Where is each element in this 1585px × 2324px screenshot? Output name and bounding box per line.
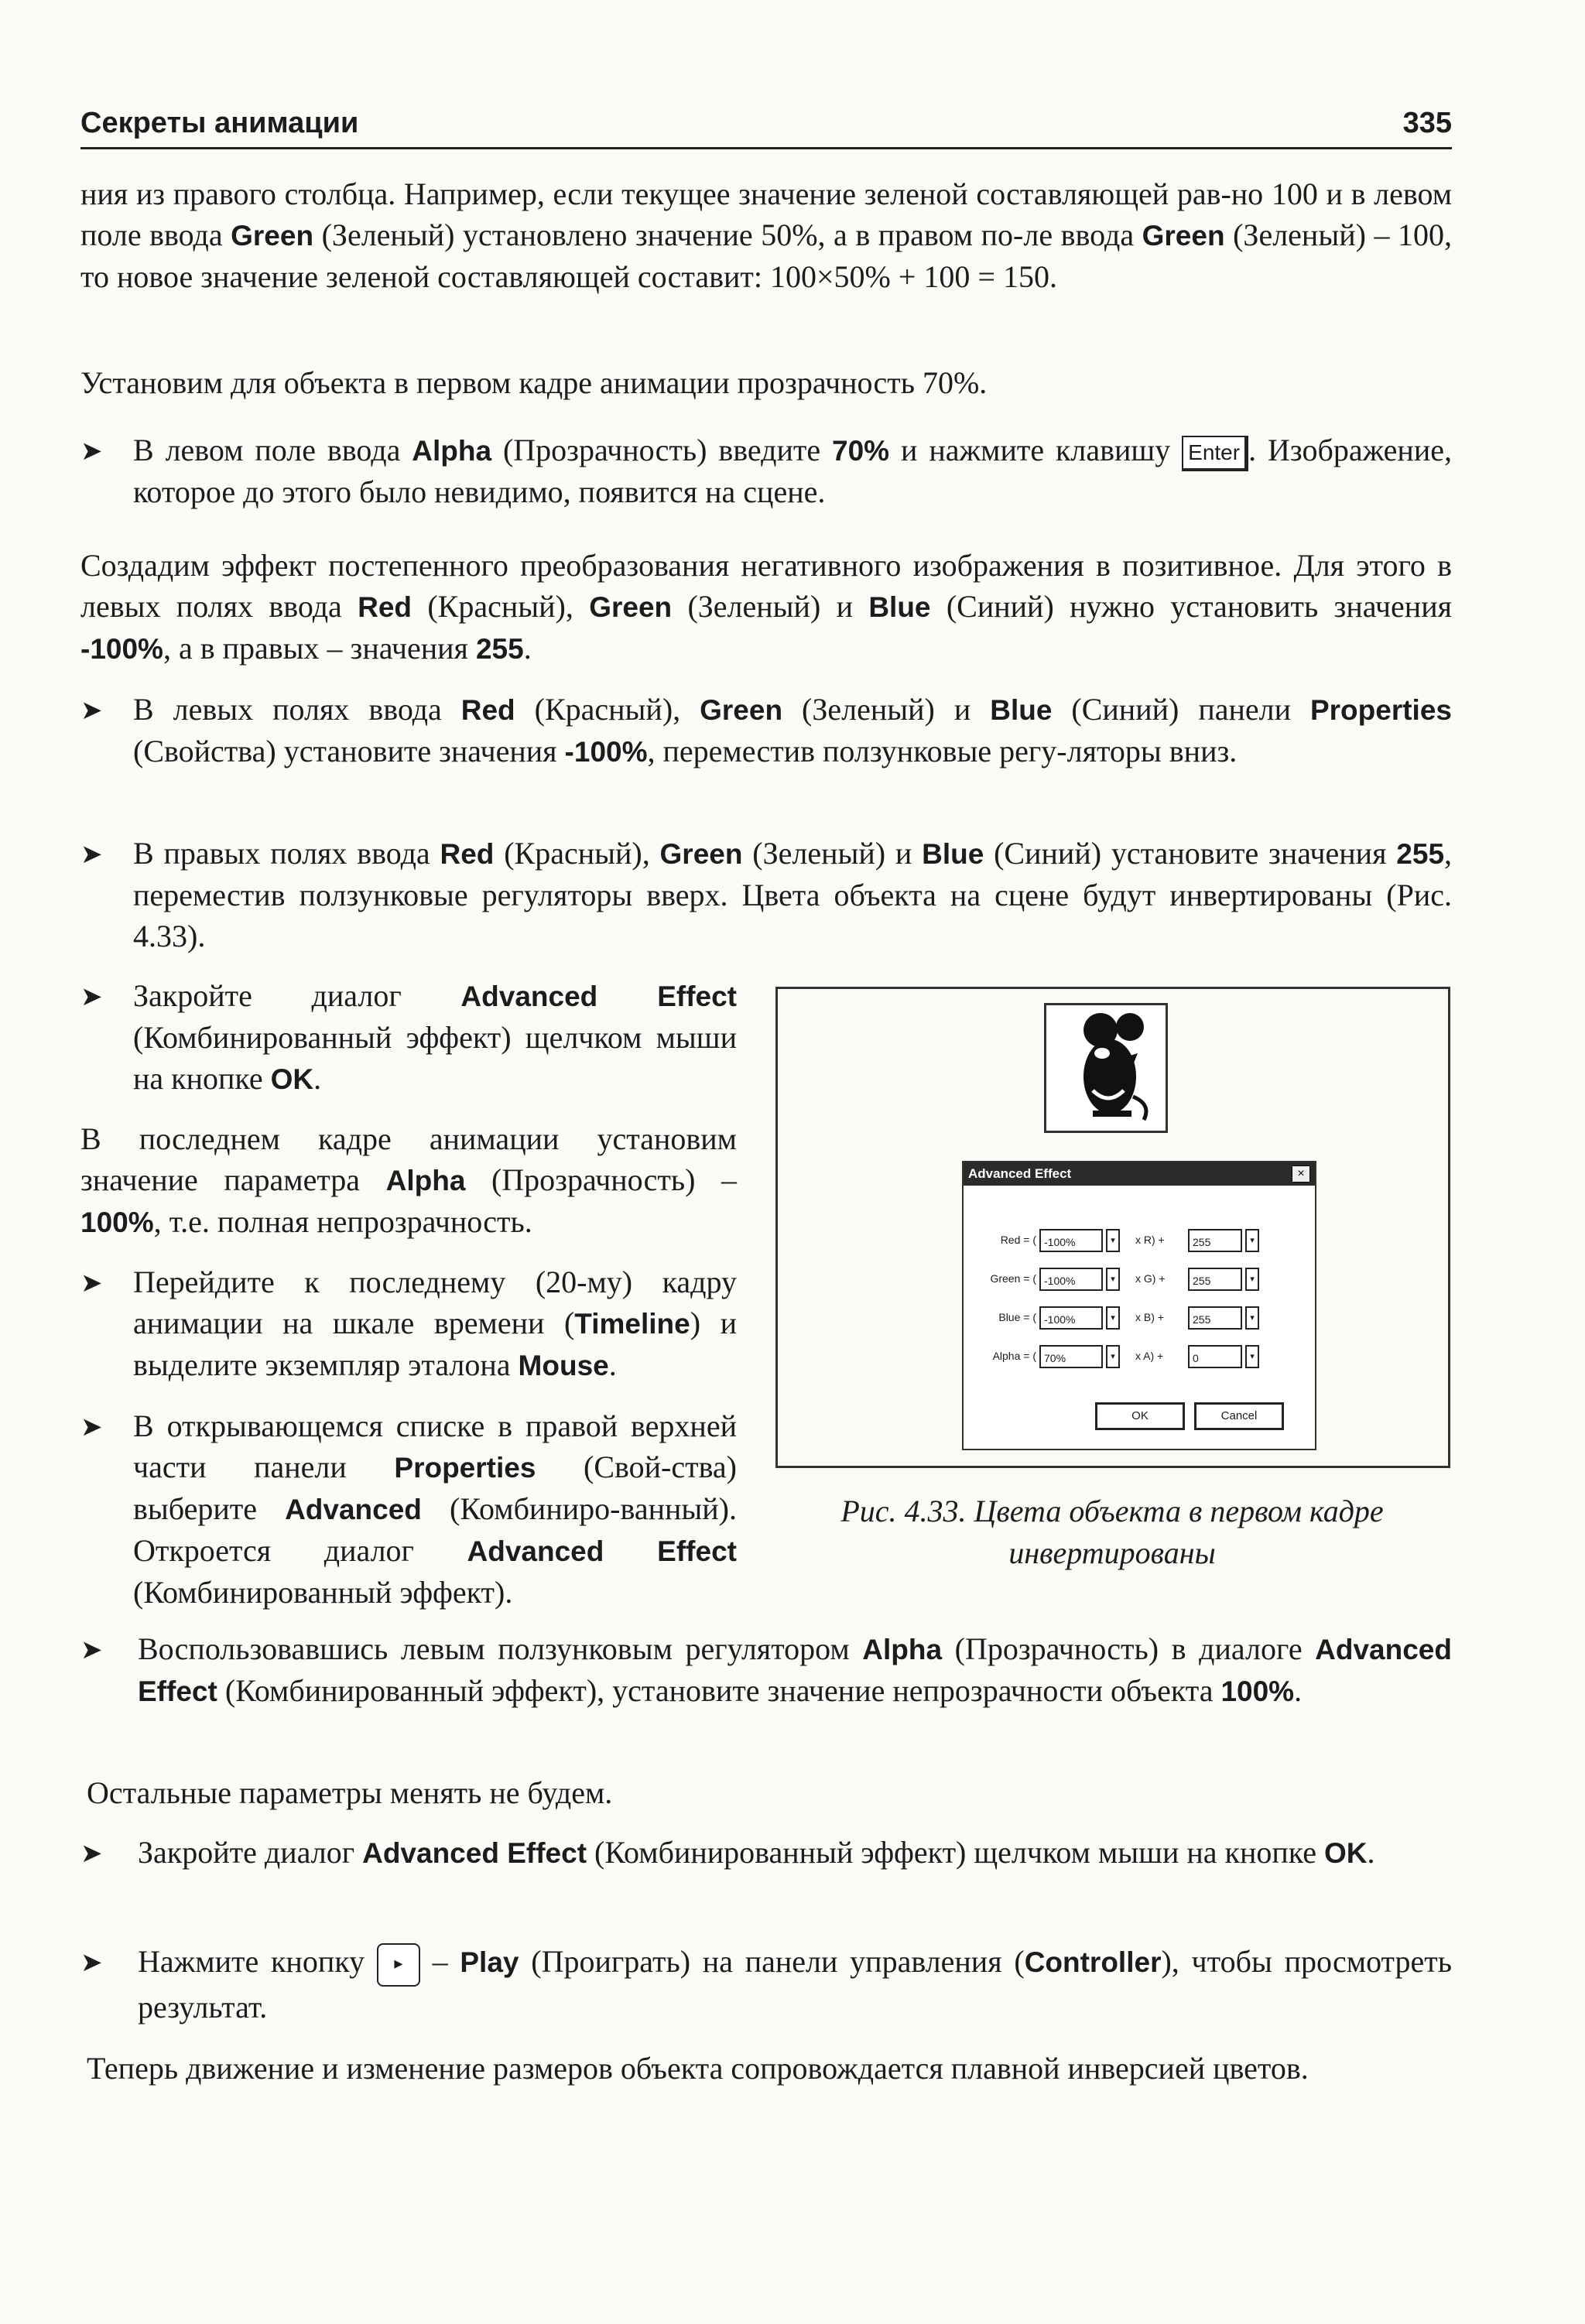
ok-button[interactable]: OK [1095, 1402, 1185, 1430]
term: Controller [1024, 1946, 1162, 1978]
text: (Комбинированный эффект) щелчком мыши на кнопке [587, 1835, 1324, 1870]
text: . [608, 1347, 617, 1382]
text: (Свой-ства) выберите [133, 1450, 738, 1526]
green-percent-dropdown[interactable]: ▾ [1106, 1268, 1120, 1291]
term: Properties [394, 1452, 536, 1484]
text: Нажмите кнопку [138, 1944, 377, 1979]
term: Advanced Effect [460, 981, 737, 1012]
text: – [419, 1944, 460, 1979]
term: Alpha [385, 1165, 466, 1196]
green-percent-field[interactable]: -100% [1039, 1268, 1103, 1291]
term: 70% [832, 435, 890, 467]
text: В последнем кадре анимации установим значение параметра [80, 1121, 737, 1197]
mouse-icon [1046, 1005, 1166, 1131]
running-header [80, 104, 1452, 149]
arrow-bullet-icon: ➤ [80, 1838, 103, 1869]
chapter-title: Секреты анимации [80, 107, 359, 139]
bullet-text [133, 689, 1452, 772]
term: 100% [80, 1206, 154, 1238]
arrow-bullet-icon: ➤ [80, 1634, 103, 1665]
text: Воспользовавшись левым ползунковым регулятором [138, 1631, 863, 1666]
text: (Красный), [494, 836, 660, 871]
arrow-bullet-icon: ➤ [80, 981, 103, 1012]
text: (Прозрачность) введите [491, 433, 833, 467]
mouse-image [1044, 1003, 1168, 1133]
term: Advanced Effect [138, 1634, 1452, 1707]
blue-multiplier-label: x B) + [1135, 1311, 1164, 1323]
arrow-bullet-icon: ➤ [80, 1412, 103, 1443]
text: . [313, 1061, 322, 1096]
bullet-text [133, 975, 737, 1100]
text: (Проиграть) на панели управления ( [519, 1944, 1025, 1979]
term: Green [659, 838, 743, 870]
text: . [523, 631, 532, 666]
blue-offset-dropdown[interactable]: ▾ [1245, 1306, 1259, 1330]
text: В левом поле ввода [133, 433, 413, 467]
term: Red [358, 591, 413, 623]
term: Advanced [285, 1494, 422, 1525]
caption-line-2: инвертированы [1008, 1535, 1216, 1570]
bullet-text [133, 1405, 737, 1613]
text: В левых полях ввода [133, 692, 461, 727]
red-offset-field[interactable]: 255 [1188, 1229, 1242, 1252]
arrow-bullet-icon: ➤ [80, 695, 103, 726]
text: (Синий) установите значения [984, 836, 1397, 871]
green-row [964, 1265, 1315, 1295]
arrow-bullet-icon: ➤ [80, 839, 103, 870]
bullet-text [138, 1832, 1452, 1874]
green-label: Green = ( [990, 1272, 1036, 1285]
alpha-percent-dropdown[interactable]: ▾ [1106, 1345, 1120, 1368]
term: Green [700, 694, 783, 726]
term: Green [231, 220, 314, 252]
dialog-title: Advanced Effect [964, 1162, 1315, 1186]
text: Закройте диалог [138, 1835, 363, 1870]
text: (Прозрачность) в диалоге [942, 1631, 1316, 1666]
text: ния из правого столбца. Например, если текущее значение зеленой составляющей рав-но 100 и в левом поле ввода [80, 176, 1452, 252]
term: -100% [564, 736, 648, 768]
blue-row [964, 1303, 1315, 1334]
term: Red [440, 838, 495, 870]
text: , переместив ползунковые регу-ляторы вниз. [647, 734, 1238, 768]
text: . Изображение, которое до этого было невидимо, появится на сцене. [133, 433, 1452, 509]
arrow-bullet-icon: ➤ [80, 436, 103, 467]
text: , переместив ползунковые регуляторы вверх. Цвета объекта на сцене будут инвертированы (Рис. 4.33). [133, 836, 1453, 953]
figure-4-33 [775, 987, 1450, 1468]
term: Mouse [518, 1350, 609, 1381]
term: Green [1142, 220, 1225, 252]
paragraph-4 [80, 1118, 737, 1243]
text: (Комбинированный эффект). [133, 1575, 513, 1610]
term: Red [460, 694, 515, 726]
term: Blue [922, 838, 984, 870]
alpha-multiplier-label: x A) + [1135, 1350, 1164, 1362]
text: (Комбиниро-ванный). Откроется диалог [133, 1491, 737, 1568]
term: 255 [475, 633, 524, 665]
text: (Зеленый) и [782, 692, 991, 727]
alpha-offset-field[interactable]: 0 [1188, 1345, 1242, 1368]
cancel-button[interactable]: Cancel [1194, 1402, 1284, 1430]
term: 255 [1396, 838, 1445, 870]
term: Timeline [574, 1308, 690, 1340]
term: Advanced Effect [362, 1837, 587, 1869]
alpha-row [964, 1342, 1315, 1373]
figure-caption [775, 1491, 1449, 1574]
paragraph-3 [80, 545, 1452, 669]
red-multiplier-label: x R) + [1135, 1234, 1165, 1246]
term: OK [270, 1063, 314, 1095]
bullet-text [138, 1628, 1452, 1712]
text: Закройте диалог [133, 978, 461, 1013]
bullet-text [133, 430, 1452, 512]
text: В открывающемся списке в правой верхней части панели [133, 1408, 737, 1484]
bullet-text [138, 1941, 1452, 2028]
green-multiplier-label: x G) + [1135, 1272, 1166, 1285]
term: 100% [1220, 1675, 1295, 1707]
text: Перейдите к последнему (20-му) кадру анимации на шкале времени ( [133, 1265, 737, 1340]
text: (Комбинированный эффект) щелчком мыши на кнопке [133, 1020, 737, 1096]
text: , а в правых – значения [163, 631, 476, 666]
text: ) и выделите экземпляр эталона [133, 1306, 737, 1382]
term: Alpha [862, 1634, 943, 1665]
paragraph-5: Остальные параметры менять не будем. [87, 1775, 613, 1810]
paragraph-1 [80, 173, 1452, 297]
term: Blue [868, 591, 931, 623]
blue-percent-field[interactable]: -100% [1039, 1306, 1103, 1330]
paragraph-6: Теперь движение и изменение размеров объекта сопровождается плавной инверсией цветов. [87, 2051, 1309, 2086]
term: Alpha [412, 435, 492, 467]
red-percent-dropdown[interactable]: ▾ [1106, 1229, 1120, 1252]
blue-offset-field[interactable]: 255 [1188, 1306, 1242, 1330]
term: Blue [990, 694, 1053, 726]
arrow-bullet-icon: ➤ [80, 1268, 103, 1299]
text: (Зеленый) и [672, 589, 869, 624]
text: (Зеленый) и [742, 836, 923, 871]
paragraph-2: Установим для объекта в первом кадре анимации прозрачность 70%. [80, 365, 988, 400]
bullet-text [133, 833, 1452, 957]
blue-label: Blue = ( [998, 1311, 1036, 1323]
text: (Синий) нужно установить значения [930, 589, 1452, 624]
red-label: Red = ( [1000, 1234, 1036, 1246]
red-percent-field[interactable]: -100% [1039, 1229, 1103, 1252]
text: Создадим эффект постепенного преобразования негативного изображения в позитивное. Для этого в левых полях ввода [80, 548, 1452, 624]
close-icon[interactable]: × [1292, 1165, 1310, 1183]
bullet-text [133, 1261, 737, 1386]
text: (Зеленый) установлено значение 50%, а в правом по-ле ввода [313, 217, 1142, 252]
term: Play [460, 1946, 519, 1978]
term: Advanced Effect [467, 1535, 737, 1567]
term: OK [1323, 1837, 1368, 1869]
text: (Зеленый) – 100, то новое значение зеленой составляющей составит: 100×50% + 100 = 150. [80, 217, 1452, 294]
alpha-percent-field[interactable]: 70% [1039, 1345, 1103, 1368]
alpha-offset-dropdown[interactable]: ▾ [1245, 1345, 1259, 1368]
text: (Комбинированный эффект), установите значение непрозрачности объекта [217, 1673, 1221, 1708]
text: (Синий) панели [1052, 692, 1310, 727]
text: и нажмите клавишу [889, 433, 1183, 467]
enter-key-icon: Enter [1182, 436, 1248, 471]
green-offset-field[interactable]: 255 [1188, 1268, 1242, 1291]
text: (Свойства) установите значения [133, 734, 565, 768]
text: (Красный), [515, 692, 700, 727]
play-icon: ▸ [377, 1943, 420, 1987]
term: Green [589, 591, 673, 623]
red-row [964, 1226, 1315, 1257]
red-offset-dropdown[interactable]: ▾ [1245, 1229, 1259, 1252]
text: В правых полях ввода [133, 836, 440, 871]
term: Properties [1309, 694, 1452, 726]
caption-line-1: Рис. 4.33. Цвета объекта в первом кадре [840, 1494, 1384, 1528]
text: ), чтобы просмотреть результат. [138, 1944, 1452, 2025]
alpha-label: Alpha = ( [992, 1350, 1036, 1362]
advanced-effect-dialog [962, 1161, 1316, 1450]
blue-percent-dropdown[interactable]: ▾ [1106, 1306, 1120, 1330]
text: (Прозрачность) – [465, 1162, 737, 1197]
text: . [1294, 1673, 1303, 1708]
green-offset-dropdown[interactable]: ▾ [1245, 1268, 1259, 1291]
page-number: 335 [1402, 107, 1452, 139]
arrow-bullet-icon: ➤ [80, 1947, 103, 1978]
text: . [1367, 1835, 1375, 1870]
term: -100% [80, 633, 163, 665]
text: , т.е. полная непрозрачность. [153, 1204, 532, 1239]
text: (Красный), [412, 589, 590, 624]
